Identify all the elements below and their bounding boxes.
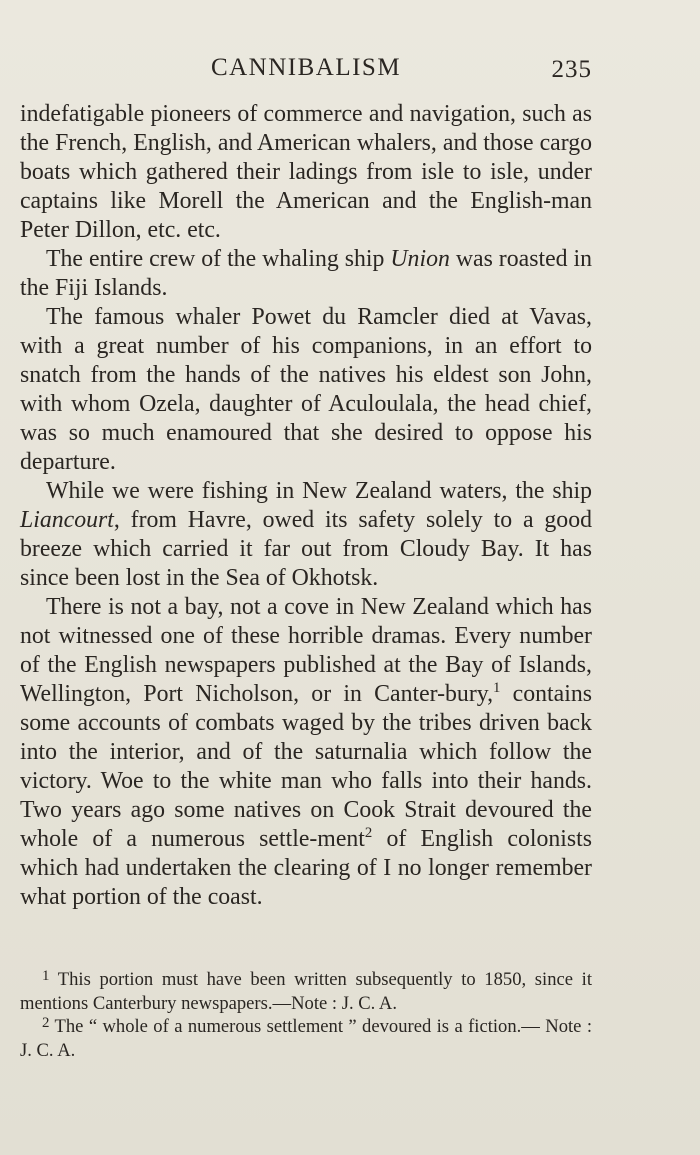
footnote-mark: 1	[42, 967, 50, 984]
page-header	[20, 50, 592, 86]
footnote-text: This portion must have been written subsequently to 1850, since it mentions Canterbury newspapers.—Note : J. C. A.	[20, 969, 592, 1014]
paragraph-text: , from Havre, owed its safety solely to a good breeze which carried it far out from Cloudy Bay. It has since been lost in the Sea of Okhotsk.	[20, 507, 592, 591]
paragraph-text: There is not a bay, not a cove in New Zealand which has not witnessed one of these horrible dramas. Every number of the English newspapers published at the Bay of Islands, Wellington, Port Nicholson, or in Canter-bury,	[20, 594, 592, 707]
footnote-ref-1[interactable]: 1	[493, 679, 501, 696]
ship-name-union: Union	[390, 246, 450, 272]
body-text	[20, 100, 592, 912]
footnote-ref-2[interactable]: 2	[364, 824, 373, 841]
page-number: 235	[551, 56, 592, 83]
paragraph-text: The entire crew of the whaling ship	[46, 246, 391, 272]
paragraph-text: contains some accounts of combats waged by the tribes driven back into the interior, and of the saturnalia which follow the victory. Woe to the white man who falls into their hands. Two years ago some natives on Cook Strait devoured the whole of a numerous settle-ment	[20, 681, 592, 852]
footnotes	[20, 968, 592, 1062]
running-head: CANNIBALISM	[210, 54, 402, 81]
footnote-text: The “ whole of a numerous settlement ” devoured is a fiction.— Note : J. C. A.	[20, 1016, 592, 1061]
footnote-mark: 2	[42, 1014, 50, 1031]
paragraph-ramcler: The famous whaler Powet du Ramcler died at Vavas, with a great number of his companions, in an effort to snatch from the hands of the natives his eldest son John, with whom Ozela, daughter of Aculoulala, the head chief, was so much enamoured that she desired to oppose his departure.	[20, 304, 592, 475]
paragraph-continued: indefatigable pioneers of commerce and navigation, such as the French, English, and American whalers, and those cargo boats which gathered their ladings from isle to isle, under captains like Morell the American and the English-man Peter Dillon, etc. etc.	[20, 101, 592, 243]
paragraph-new-zealand	[20, 593, 592, 912]
paragraph-text: was roasted in the Fiji Islands.	[20, 246, 592, 301]
paragraph-text: of English colonists which had undertaken the clearing of I no longer remember what portion of the coast.	[20, 826, 592, 910]
footnote-2	[20, 1015, 592, 1062]
ship-name-liancourt: Liancourt	[20, 507, 114, 533]
paragraph-union	[20, 245, 592, 303]
paragraph-text: While we were fishing in New Zealand waters, the ship	[46, 478, 592, 504]
paragraph-liancourt	[20, 477, 592, 593]
footnote-1	[20, 968, 592, 1015]
